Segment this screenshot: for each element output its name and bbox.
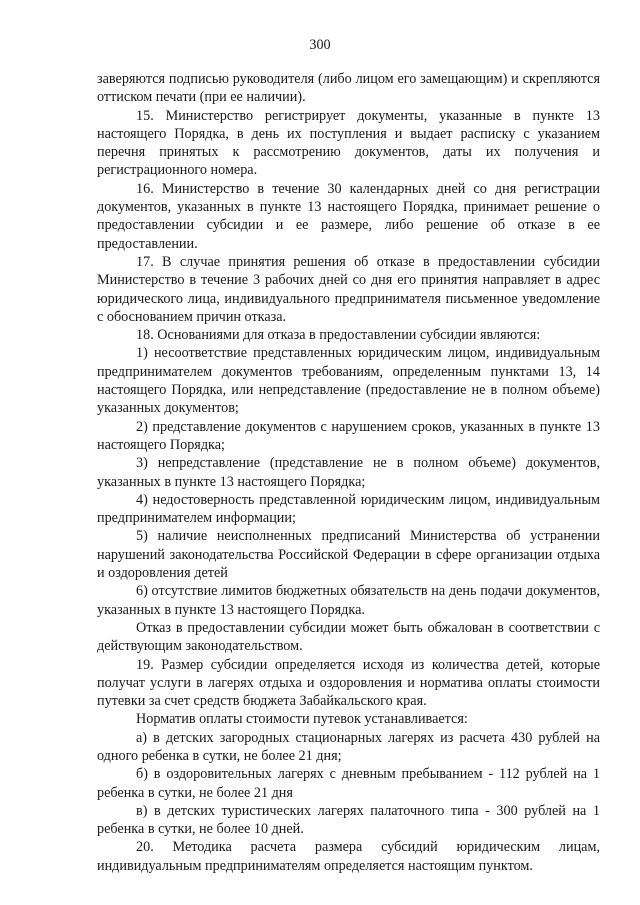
paragraph-19: 19. Размер субсидии определяется исходя из количества детей, которые получат услуги в лагерях отдыха и оздоровления и норматива оплаты стоимости путевки за счет средств бюджета Забайкальского края. [97,656,600,710]
paragraph-norm-c: в) в детских туристических лагерях палаточного типа - 300 рублей на 1 ребенка в сутки, не более 10 дней. [97,802,600,838]
paragraph-norm-b: б) в оздоровительных лагерях с дневным пребыванием - 112 рублей на 1 ребенка в сутки, не более 21 дня [97,766,600,801]
paragraph-15: 15. Министерство регистрирует документы, указанные в пункте 13 настоящего Порядка, в день их поступления и выдает расписку с указанием перечня принятых к рассмотрению документов, даты их получения и регистрационного номера. [97,107,600,179]
paragraph-18-heading: 18. Основаниями для отказа в предоставлении субсидии являются: [136,327,541,344]
paragraph-16: 16. Министерство в течение 30 календарных дней со дня регистрации документов, указанных в пункте 13 настоящего Порядка, принимает решение о предоставлении субсидии и ее размере, либо решение об отказе в ее предоставлении. [97,180,600,252]
page-number: 300 [309,37,331,53]
document-body [97,70,600,875]
paragraph-norm-heading: Норматив оплаты стоимости путевок устанавливается: [136,711,468,728]
paragraph-18-item-2: 2) представление документов с нарушением сроков, указанных в пункте 13 настоящего Порядка; [97,418,600,453]
paragraph-norm-a: а) в детских загородных стационарных лагерях из расчета 430 рублей на одного ребенка в сутки, не более 21 дня; [97,729,600,764]
paragraph-20: 20. Методика расчета размера субсидий юридическим лицам, индивидуальным предпринимателям определяется настоящим пунктом. [97,839,600,874]
paragraph-18-item-5: 5) наличие неисполненных предписаний Министерства об устранении нарушений законодательства Российской Федерации в сфере организации отдыха и оздоровления детей [97,528,600,582]
paragraph-18-item-4: 4) недостоверность представленной юридическим лицом, индивидуальным предпринимателем информации; [97,491,600,527]
paragraph-continuation: заверяются подписью руководителя (либо лицом его замещающим) и скрепляются оттиском печати (при ее наличии). [97,71,600,106]
paragraph-appeal: Отказ в предоставлении субсидии может быть обжалован в соответствии с действующим законодательством. [97,619,600,655]
paragraph-18-item-6: 6) отсутствие лимитов бюджетных обязательств на день подачи документов, указанных в пункте 13 настоящего Порядка. [97,583,600,618]
paragraph-18-item-1: 1) несоответствие представленных юридическим лицом, индивидуальным предпринимателем документов требованиям, определенным пунктами 13, 14 настоящего Порядка, или непредставление (предоставление не в полном объеме) указанных документов; [97,345,600,417]
paragraph-17: 17. В случае принятия решения об отказе в предоставлении субсидии Министерство в течение 3 рабочих дней со дня его принятия направляет в адрес юридического лица, индивидуального предпринимателя письменное уведомление с обоснованием причин отказа. [97,253,600,325]
paragraph-18-item-3: 3) непредставление (представление не в полном объеме) документов, указанных в пункте 13 настоящего Порядка; [97,455,600,490]
